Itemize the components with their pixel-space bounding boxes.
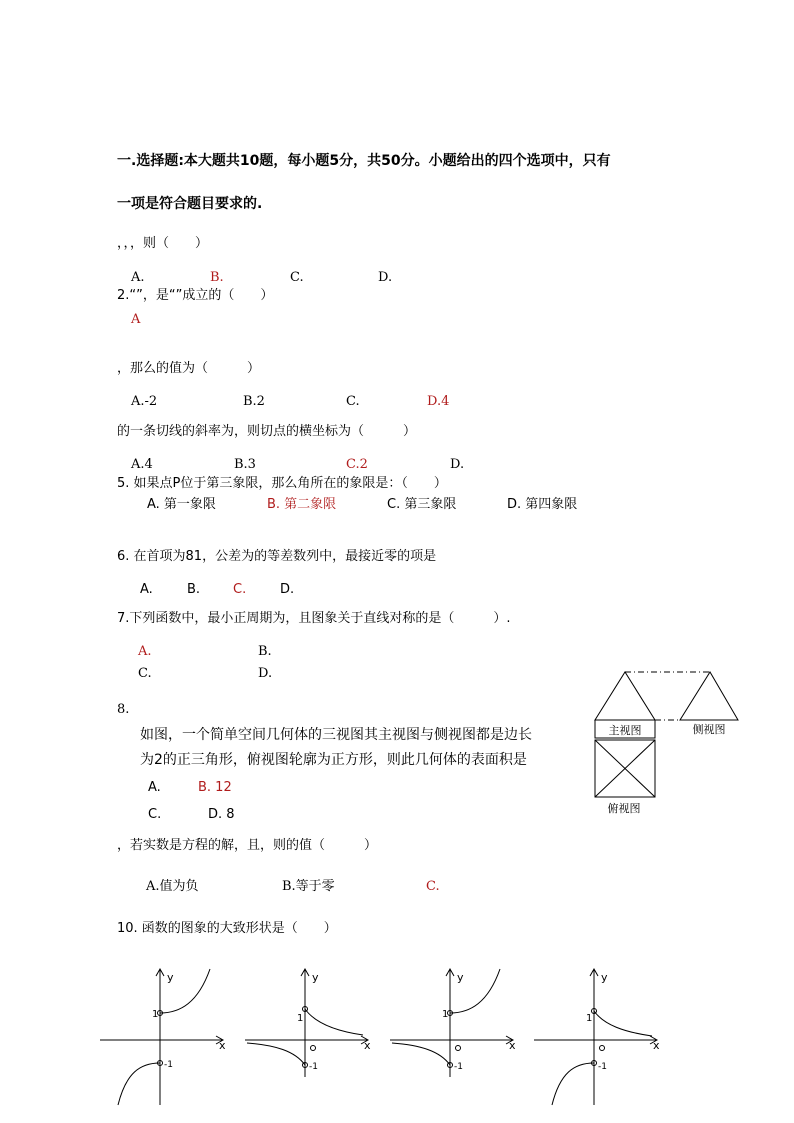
- curve-lower: [552, 1063, 594, 1105]
- q1-option-d: D.: [378, 270, 393, 285]
- graph-option-b: [245, 965, 375, 1110]
- q4-option-b: B.3: [234, 457, 256, 472]
- q5-option-d: D. 第四象限: [507, 497, 578, 512]
- q6-option-b: B.: [187, 582, 201, 597]
- label-one: 1: [586, 1013, 593, 1024]
- y-label: y: [601, 971, 608, 984]
- curve-lower: [392, 1043, 450, 1065]
- q3-option-a: A.-2: [131, 394, 158, 409]
- origin-marker: [456, 1046, 461, 1051]
- q3-option-c: C.: [346, 394, 360, 409]
- q9-option-c: C.: [426, 879, 440, 894]
- q8-option-c: C.: [148, 807, 162, 822]
- y-label: y: [167, 971, 174, 984]
- side-view-triangle: [680, 672, 738, 720]
- label-neg-one: -1: [454, 1062, 463, 1072]
- graph-option-d: [534, 965, 664, 1110]
- label-one: 1: [442, 1009, 449, 1020]
- q8-text-line2: 为2的正三角形，俯视图轮廓为正方形，则此几何体的表面积是: [140, 752, 527, 768]
- q4-option-c: C.2: [346, 457, 368, 472]
- q9-option-a: A.值为负: [146, 879, 199, 894]
- q7-option-b: B.: [258, 644, 272, 659]
- q6-stem: 6. 在首项为81，公差为的等差数列中，最接近零的项是: [117, 549, 437, 564]
- q7-option-c: C.: [138, 666, 152, 681]
- front-view-label: 主视图: [608, 724, 642, 737]
- x-label: x: [364, 1039, 371, 1052]
- q7-stem: 7.下列函数中，最小正周期为，且图象关于直线对称的是（ ）.: [117, 611, 511, 626]
- q4-option-a: A.4: [131, 457, 153, 472]
- graph-option-a: [100, 965, 230, 1110]
- q8-text-line1: 如图，一个简单空间几何体的三视图其主视图与侧视图都是边长: [140, 727, 532, 743]
- x-label: x: [509, 1039, 516, 1052]
- label-one: 1: [297, 1013, 304, 1024]
- q3-option-b: B.2: [243, 394, 265, 409]
- q2-stem: 2.“”，是“”成立的（ ）: [117, 288, 274, 303]
- q6-option-a: A.: [140, 582, 153, 597]
- origin-marker: [600, 1046, 605, 1051]
- q8-number: 8.: [117, 702, 130, 717]
- curve-right: [305, 1009, 363, 1035]
- q1-option-b: B.: [210, 270, 224, 285]
- x-label: x: [653, 1039, 660, 1052]
- label-neg-one: -1: [309, 1062, 318, 1072]
- q6-option-c: C.: [233, 582, 247, 597]
- section-heading-line1: 一.选择题:本大题共10题，每小题5分，共50分。小题给出的四个选项中，只有: [117, 153, 611, 169]
- q3-option-d: D.4: [427, 394, 450, 409]
- x-label: x: [219, 1039, 226, 1052]
- q3-stem: ，那么的值为（ ）: [117, 361, 261, 376]
- q9-stem: ，若实数是方程的解，且，则的值（ ）: [117, 838, 378, 853]
- curve-left: [247, 1043, 305, 1065]
- q7-option-a: A.: [138, 644, 152, 659]
- curve-lower: [118, 1063, 160, 1105]
- q4-stem: 的一条切线的斜率为，则切点的横坐标为（ ）: [117, 424, 417, 439]
- q6-option-d: D.: [280, 582, 295, 597]
- q5-option-c: C. 第三象限: [387, 497, 457, 512]
- label-neg-one: -1: [598, 1062, 607, 1072]
- q5-option-a: A. 第一象限: [147, 497, 216, 512]
- q5-stem: 5. 如果点P位于第三象限，那么角所在的象限是：（ ）: [117, 476, 447, 491]
- q7-option-d: D.: [258, 666, 273, 681]
- q8-option-a: A.: [148, 780, 161, 795]
- q10-stem: 10. 函数的图象的大致形状是（ ）: [117, 921, 337, 936]
- q5-option-b: B. 第二象限: [267, 497, 337, 512]
- q8-option-d: D. 8: [208, 807, 235, 822]
- top-view-label: 俯视图: [607, 802, 641, 815]
- curve-right: [594, 1011, 652, 1036]
- y-label: y: [457, 971, 464, 984]
- side-view-label: 侧视图: [692, 723, 726, 736]
- label-one: 1: [152, 1009, 159, 1020]
- front-view-triangle: [595, 672, 655, 720]
- q1-stem: ，，，则（ ）: [117, 236, 209, 251]
- section-heading-line2: 一项是符合题目要求的.: [117, 196, 263, 212]
- three-view-figure: [588, 664, 744, 824]
- graph-option-c: [390, 965, 520, 1110]
- q4-option-d: D.: [450, 457, 465, 472]
- origin-marker: [311, 1046, 316, 1051]
- q8-option-b: B. 12: [198, 780, 232, 795]
- q1-option-a: A.: [131, 270, 145, 285]
- q2-answer: A: [131, 312, 141, 327]
- y-label: y: [312, 971, 319, 984]
- q9-option-b: B.等于零: [282, 879, 335, 894]
- label-neg-one: -1: [164, 1060, 173, 1070]
- q1-option-c: C.: [290, 270, 304, 285]
